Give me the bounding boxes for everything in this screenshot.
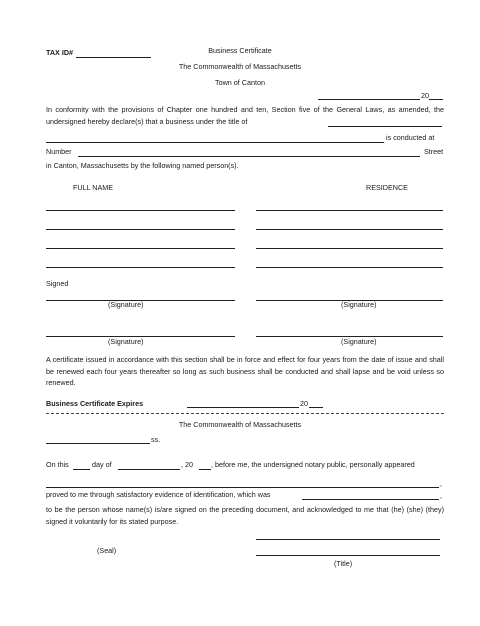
proved-text: proved to me through satisfactory evidence of identification, which was <box>46 490 271 499</box>
notary-year-prefix: , 20 <box>181 460 193 469</box>
notary-title-field[interactable] <box>256 555 440 556</box>
page-title: Business Certificate <box>208 46 272 55</box>
validity-note: A certificate issued in accordance with this section shall be in force and effect for four years from the date of issue and shall be renewed each four years thereafter so long as such business shall be conducted and shall lapse and be void unless so renewed. <box>46 355 444 387</box>
date-year-field[interactable] <box>429 99 443 100</box>
title-caption: (Title) <box>334 559 353 568</box>
full-name-field-1[interactable] <box>46 210 235 211</box>
notary-year-field[interactable] <box>199 469 211 470</box>
full-name-header: FULL NAME <box>73 183 114 192</box>
signature-caption-3: (Signature) <box>108 337 144 346</box>
on-this-label: On this <box>46 460 69 469</box>
before-me-text: , before me, the undersigned notary public, personally appeared <box>211 460 415 469</box>
notary-day-field[interactable] <box>73 469 90 470</box>
county-field[interactable] <box>46 443 150 444</box>
expiration-year-prefix: 20 <box>300 399 308 408</box>
residence-header: RESIDENCE <box>366 183 408 192</box>
expiration-label: Business Certificate Expires <box>46 399 144 408</box>
residence-field-1[interactable] <box>256 210 443 211</box>
seal-label: (Seal) <box>97 546 117 555</box>
full-name-field-3[interactable] <box>46 248 235 249</box>
town-heading: Town of Canton <box>215 78 265 87</box>
appeared-comma: , <box>440 479 442 488</box>
notary-month-field[interactable] <box>118 469 180 470</box>
notary-signature-field[interactable] <box>256 539 440 540</box>
expiration-date-field[interactable] <box>187 407 299 408</box>
acknowledgement-text: to be the person whose name(s) is/are signed on the preceding document, and acknowledged to me that (he) (she) (they) signed it voluntarily for its stated purpose. <box>46 505 444 526</box>
identification-field[interactable] <box>302 499 439 500</box>
date-field[interactable] <box>318 99 420 100</box>
canton-line: in Canton, Massachusetts by the following named person(s). <box>46 161 239 170</box>
expiration-year-field[interactable] <box>309 407 323 408</box>
signature-caption-4: (Signature) <box>341 337 377 346</box>
conducted-at-label: is conducted at <box>386 133 435 142</box>
appeared-person-field[interactable] <box>46 487 439 488</box>
residence-field-3[interactable] <box>256 248 443 249</box>
residence-field-2[interactable] <box>256 229 443 230</box>
day-of-label: day of <box>92 460 112 469</box>
residence-field-4[interactable] <box>256 267 443 268</box>
street-label: Street <box>424 147 444 156</box>
signed-label: Signed <box>46 279 69 288</box>
business-title-line-2[interactable] <box>46 142 384 143</box>
full-name-field-4[interactable] <box>46 267 235 268</box>
full-name-field-2[interactable] <box>46 229 235 230</box>
tax-id-field[interactable] <box>76 57 151 58</box>
conformity-text: In conformity with the provisions of Chapter one hundred and ten, Section five of the General Laws, as amended, the undersigned hereby declare(s) that a business under the title of <box>46 105 444 126</box>
notary-commonwealth-heading: The Commonwealth of Massachusetts <box>178 420 302 429</box>
tax-id-label: TAX ID# <box>46 48 74 57</box>
separator-dashed-line <box>46 413 444 414</box>
identification-comma: , <box>440 491 442 500</box>
business-title-field[interactable] <box>328 126 442 127</box>
commonwealth-heading: The Commonwealth of Massachusetts <box>178 62 302 71</box>
signature-caption-1: (Signature) <box>108 300 144 309</box>
signature-caption-2: (Signature) <box>341 300 377 309</box>
date-year-prefix: 20 <box>421 91 429 100</box>
ss-label: ss. <box>151 435 161 444</box>
number-label: Number <box>46 147 72 156</box>
address-field[interactable] <box>78 156 420 157</box>
